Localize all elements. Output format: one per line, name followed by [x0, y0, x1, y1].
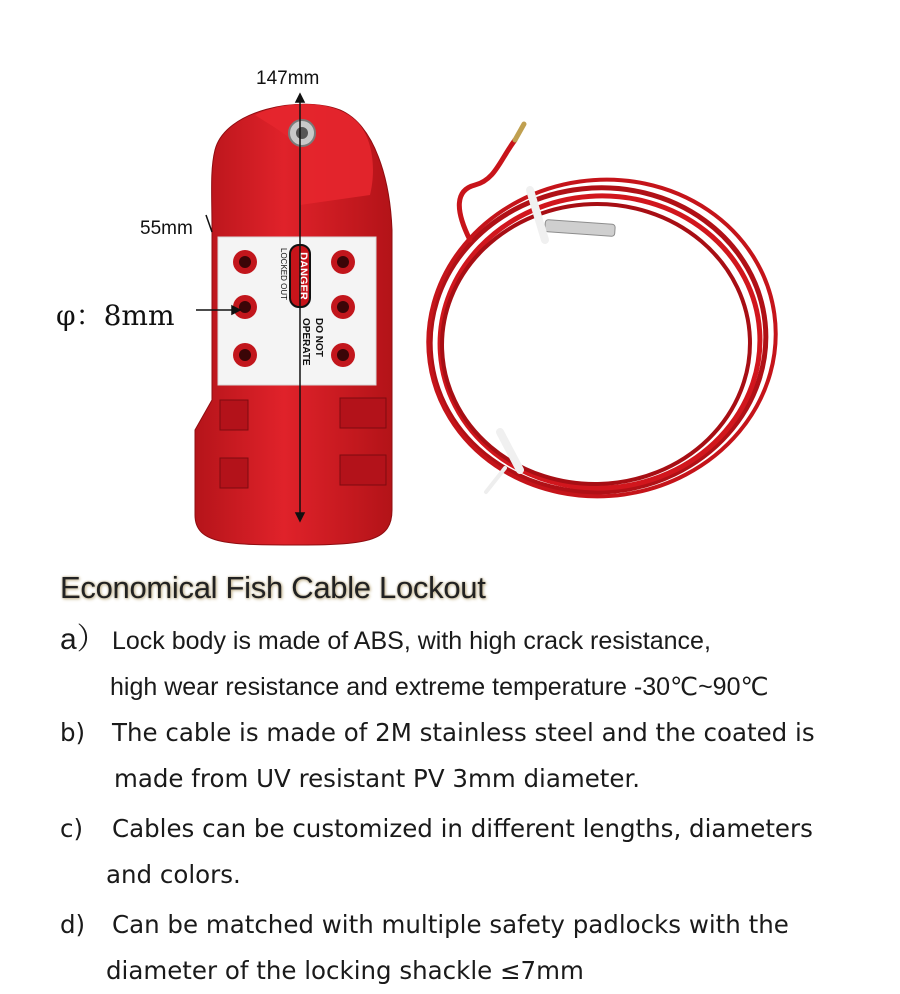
tag-locked-out: LOCKED OUT [279, 248, 288, 301]
length-dimension-label: 147mm [256, 68, 320, 89]
lockout-body [195, 104, 392, 545]
spec-marker: a） [60, 623, 107, 656]
spec-line: and colors. [106, 860, 241, 889]
spec-marker: b) [60, 718, 86, 747]
spec-line: Can be matched with multiple safety padlocks with the [112, 910, 789, 939]
spec-marker: d) [60, 910, 86, 939]
spec-item-a [60, 617, 900, 710]
spec-item-b [60, 710, 900, 802]
steel-cable [408, 124, 797, 519]
spec-line: The cable is made of 2M stainless steel and the coated is [112, 718, 815, 747]
tag-badge: DANGER [297, 252, 309, 300]
spec-line: high wear resistance and extreme temperature -30℃~90℃ [110, 673, 769, 701]
spec-line: Lock body is made of ABS, with high crack resistance, [112, 627, 711, 655]
hole-diameter-label: φ：8mm [56, 299, 175, 332]
spec-line: Cables can be customized in different lengths, diameters [112, 814, 813, 843]
spec-marker: c) [60, 814, 84, 843]
tag-operate: OPERATE [300, 318, 311, 366]
product-title: Economical Fish Cable Lockout [60, 570, 486, 605]
tag-do-not: DO NOT [313, 318, 324, 357]
spec-item-c [60, 806, 900, 898]
spec-line: diameter of the locking shackle ≤7mm [106, 956, 584, 985]
spec-item-d [60, 902, 900, 994]
width-dimension-label: 55mm [140, 218, 193, 239]
spec-line: made from UV resistant PV 3mm diameter. [114, 764, 641, 793]
